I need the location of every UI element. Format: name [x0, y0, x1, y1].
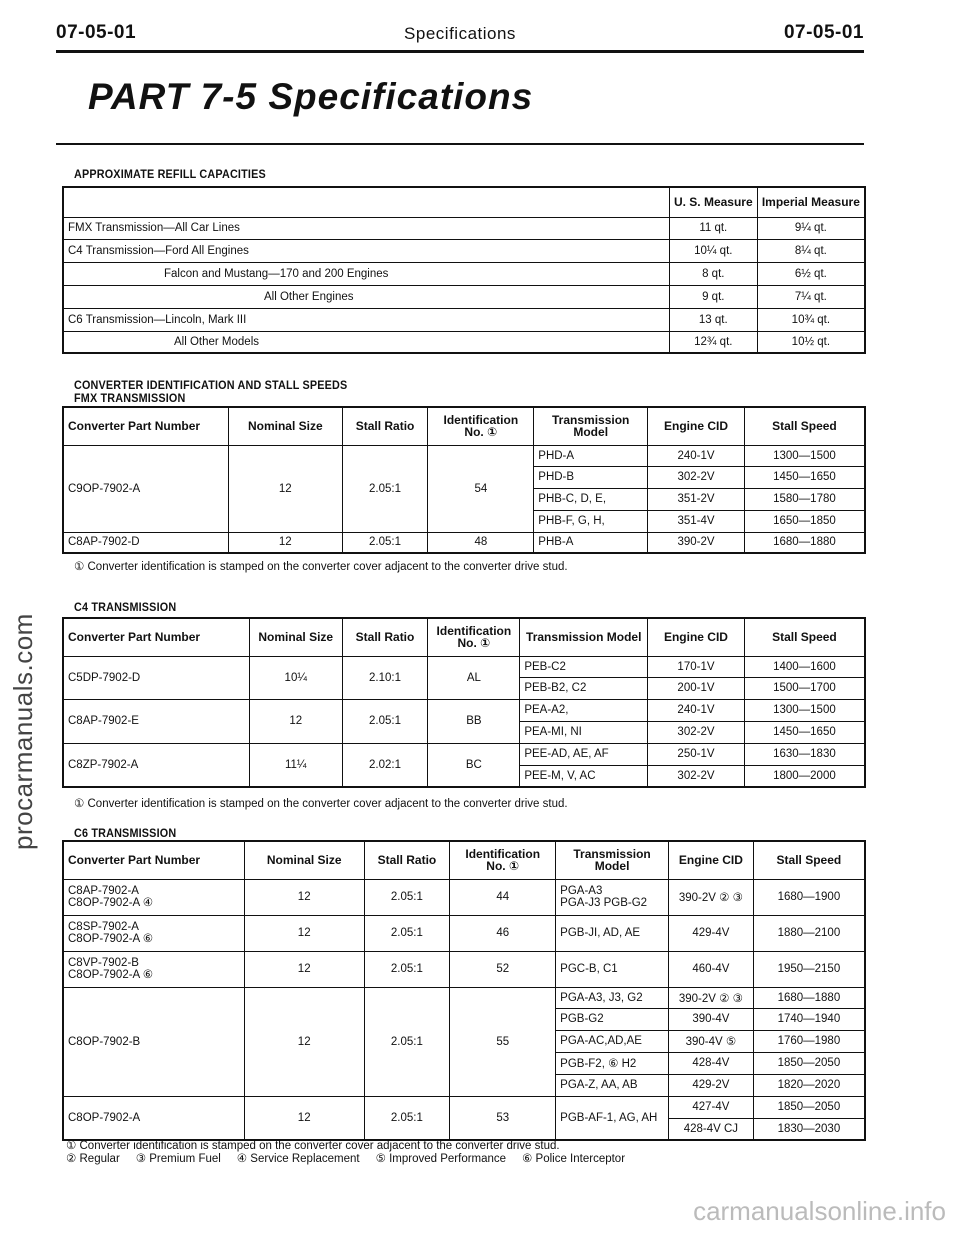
fmx-table: Converter Part Number Nominal Size Stall Ratio Identification No. ① Transmission Model Engine CID Stall Speed C9OP-7902-A 12 2.05:1 54 PHD-A 240-1V 1300—1500 PHD-B 302-2V 1450—1650 PHB-C, D, E, 351-2V 1580—1780 PHB-F, G, H, 351-4V 1650—1850 C8AP-7902-D 12 2.05:1 48 PHB-A 390-2V 1680—1880 [62, 406, 866, 554]
table-row: Falcon and Mustang—170 and 200 Engines 8 qt. 6½ qt. [63, 262, 865, 285]
c6-table: Converter Part Number Nominal Size Stall Ratio Identification No. ① Transmission Model Engine CID Stall Speed C8AP-7902-A C8OP-7902-A ④ 12 2.05:1 44 PGA-A3 PGA-J3 PGB-G2 390-2V ② ③ 1680—1900 C8SP-7902-A C8OP-7902-A ⑥ 12 2.05:1 46 PGB-JI, AD, AE 429-4V 1880—2100 C8VP-7902-B C8OP-7902-A ⑥ 12 2.05:1 52 PGC-B, C1 460-4V 1950—2150 C8OP-7902-B 12 2.05:1 55 PGA-A3, J3, G2 390-2V ② ③ 1680—1880 PGB-G2 390-4V 1740—1940 PGA-AC,AD,AE 390-4V ⑤ 1760—1980 PGB-F2, ⑥ H2 428-4V 1850—2050 PGA-Z, AA, AB 429-2V 1820—2020 C8OP-7902-A 12 2.05:1 53 PGB-AF-1, AG, AH 427-4V 1850—2050 428-4V CJ 1830—2030 [62, 840, 866, 1141]
table-row: C8SP-7902-A C8OP-7902-A ⑥ 12 2.05:1 46 PGB-JI, AD, AE 429-4V 1880—2100 [63, 915, 865, 951]
table-row: C8AP-7902-A C8OP-7902-A ④ 12 2.05:1 44 PGA-A3 PGA-J3 PGB-G2 390-2V ② ③ 1680—1900 [63, 879, 865, 915]
footer-watermark: carmanualsonline.info [693, 1196, 946, 1226]
fmx-footnote: ① Converter identification is stamped on the converter cover adjacent to the converter drive stud. [74, 561, 568, 573]
col-us-measure: U. S. Measure [669, 187, 757, 217]
c6-heading: C6 TRANSMISSION [74, 826, 177, 840]
table-row: PGA-Z, AA, AB 429-2V 1820—2020 [63, 1074, 865, 1096]
c4-table: Converter Part Number Nominal Size Stall Ratio Identification No. ① Transmission Model Engine CID Stall Speed C5DP-7902-D 10¼ 2.10:1 AL PEB-C2 170-1V 1400—1600 PEB-B2, C2 200-1V 1500—1700 C8AP-7902-E 12 2.05:1 BB PEA-A2, 240-1V 1300—1500 PEA-MI, NI 302-2V 1450—1650 C8ZP-7902-A 11¼ 2.02:1 BC PEE-AD, AE, AF 250-1V 1630—1830 PEE-M, V, AC 302-2V 1800—2000 [62, 617, 866, 788]
c4-footnote: ① Converter identification is stamped on the converter cover adjacent to the converter drive stud. [74, 798, 568, 810]
page-number-right: 07-05-01 [783, 22, 864, 43]
c6-footnote: ① Converter identification is stamped on the converter cover adjacent to the converter drive stud. [66, 1140, 560, 1152]
table-row: FMX Transmission—All Car Lines 11 qt. 9¼ qt. [63, 217, 865, 239]
running-title: Specifications [404, 24, 516, 43]
table-row: C5DP-7902-D 10¼ 2.10:1 AL PEB-C2 170-1V 1400—1600 [63, 656, 865, 677]
c4-heading: C4 TRANSMISSION [74, 600, 177, 614]
page-title: PART 7-5 Specifications [88, 76, 534, 117]
fmx-heading: FMX TRANSMISSION [74, 391, 186, 405]
refill-table [62, 186, 866, 354]
title-rule [56, 143, 864, 145]
table-row: C8AP-7902-E 12 2.05:1 BB PEA-A2, 240-1V 1300—1500 [63, 699, 865, 721]
table-row: C8OP-7902-A 12 2.05:1 53 PGB-AF-1, AG, AH 427-4V 1850—2050 [63, 1096, 865, 1118]
header-rule [56, 50, 864, 53]
page-header [56, 22, 864, 46]
page-number-left: 07-05-01 [56, 22, 137, 43]
table-row: C6 Transmission—Lincoln, Mark III 13 qt. 10¾ qt. [63, 308, 865, 331]
table-row: PEB-B2, C2 200-1V 1500—1700 [63, 677, 865, 699]
side-watermark: procarmanuals.com [8, 613, 38, 850]
col-imperial-measure: Imperial Measure [757, 187, 865, 217]
table-row: All Other Engines 9 qt. 7¼ qt. [63, 285, 865, 308]
table-row: C8OP-7902-B 12 2.05:1 55 PGA-A3, J3, G2 390-2V ② ③ 1680—1880 [63, 987, 865, 1008]
c6-legend: ② Regular ③ Premium Fuel ④ Service Replacement ⑤ Improved Performance ⑥ Police Interceptor [66, 1153, 626, 1165]
table-row: PGB-G2 390-4V 1740—1940 [63, 1008, 865, 1030]
table-row: PGA-AC,AD,AE 390-4V ⑤ 1760—1980 [63, 1030, 865, 1052]
table-row: PGB-F2, ⑥ H2 428-4V 1850—2050 [63, 1052, 865, 1074]
table-row: PHD-B 302-2V 1450—1650 [63, 466, 865, 488]
converter-heading: CONVERTER IDENTIFICATION AND STALL SPEEDS [74, 378, 348, 392]
table-row: C8ZP-7902-A 11¼ 2.02:1 BC PEE-AD, AE, AF 250-1V 1630—1830 [63, 743, 865, 765]
table-row: PHB-F, G, H, 351-4V 1650—1850 [63, 510, 865, 532]
table-row: C8AP-7902-D 12 2.05:1 48 PHB-A 390-2V 1680—1880 [63, 532, 865, 553]
table-row: PEA-MI, NI 302-2V 1450—1650 [63, 721, 865, 743]
table-row: 428-4V CJ 1830—2030 [63, 1118, 865, 1140]
table-row: C9OP-7902-A 12 2.05:1 54 PHD-A 240-1V 1300—1500 [63, 445, 865, 466]
refill-heading: APPROXIMATE REFILL CAPACITIES [74, 167, 266, 181]
table-row: C8VP-7902-B C8OP-7902-A ⑥ 12 2.05:1 52 PGC-B, C1 460-4V 1950—2150 [63, 951, 865, 987]
table-row: All Other Models 12¾ qt. 10½ qt. [63, 331, 865, 353]
table-row: PHB-C, D, E, 351-2V 1580—1780 [63, 488, 865, 510]
table-row: PEE-M, V, AC 302-2V 1800—2000 [63, 765, 865, 787]
table-row: C4 Transmission—Ford All Engines 10¼ qt. 8¼ qt. [63, 239, 865, 262]
